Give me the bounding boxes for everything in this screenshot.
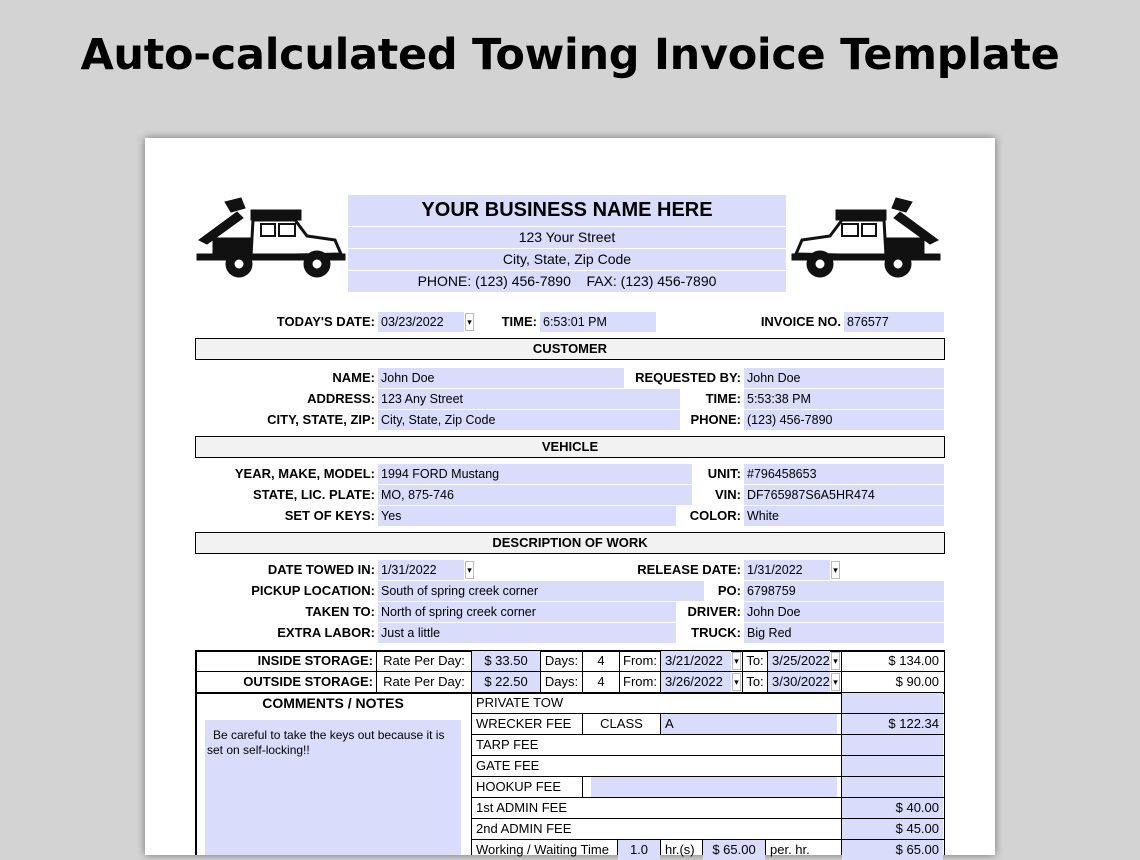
wrecker-fee-amount[interactable]: $ 122.34 (842, 714, 943, 734)
vehicle-color-label: COLOR: (689, 508, 741, 523)
inside-from-label: From: (623, 653, 657, 668)
outside-days-label: Days: (544, 674, 579, 689)
requested-by-field[interactable]: John Doe (744, 368, 944, 388)
vehicle-keys-label: SET OF KEYS: (284, 508, 375, 523)
vehicle-ymm-label: YEAR, MAKE, MODEL: (234, 466, 375, 481)
hookup-fee-amount[interactable] (842, 777, 943, 797)
inside-storage-label: INSIDE STORAGE: (257, 653, 373, 668)
working-hours-field[interactable]: 1.0 (618, 840, 660, 860)
outside-from-label: From: (623, 674, 657, 689)
outside-days-field[interactable]: 4 (597, 674, 605, 689)
business-street[interactable]: 123 Your Street (348, 227, 786, 249)
admin1-fee-label: 1st ADMIN FEE (476, 800, 568, 815)
page-heading: Auto-calculated Towing Invoice Template (80, 30, 1060, 80)
admin2-fee-amount[interactable]: $ 45.00 (842, 819, 943, 839)
admin2-fee-label: 2nd ADMIN FEE (476, 821, 572, 836)
release-date-field[interactable]: 1/31/2022 (744, 560, 830, 580)
dropdown-arrow-icon[interactable]: ▾ (732, 673, 741, 691)
taken-to-field[interactable]: North of spring creek corner (378, 602, 676, 622)
charges-table (195, 650, 945, 855)
inside-days-label: Days: (544, 653, 579, 668)
outside-to-field[interactable]: 3/30/2022 (768, 672, 830, 692)
customer-address-label: ADDRESS: (307, 391, 375, 406)
truck-label: TRUCK: (691, 625, 741, 640)
inside-rate-field[interactable]: $ 33.50 (472, 651, 540, 671)
per-hour-label: per. hr. (770, 842, 810, 857)
header-time-label: TIME: (501, 314, 537, 329)
business-name[interactable]: YOUR BUSINESS NAME HERE (348, 195, 786, 227)
tow-truck-icon (195, 196, 347, 282)
vehicle-unit-label: UNIT: (707, 466, 741, 481)
extra-labor-label: EXTRA LABOR: (277, 625, 375, 640)
invoice-number-field[interactable]: 876577 (844, 312, 944, 332)
outside-rate-label: Rate Per Day: (383, 674, 465, 689)
comments-title: COMMENTS / NOTES (262, 695, 404, 711)
private-tow-label: PRIVATE TOW (476, 695, 564, 710)
pickup-location-field[interactable]: South of spring creek corner (378, 581, 704, 601)
class-label: CLASS (600, 716, 643, 731)
customer-csz-label: CITY, STATE, ZIP: (267, 412, 375, 427)
dropdown-arrow-icon[interactable]: ▾ (831, 561, 840, 579)
admin1-fee-amount[interactable]: $ 40.00 (842, 798, 943, 818)
private-tow-amount[interactable] (842, 693, 943, 713)
hookup-fee-detail-field[interactable] (591, 777, 837, 797)
customer-phone-field[interactable]: (123) 456-7890 (744, 410, 944, 430)
customer-phone-label: PHONE: (690, 412, 741, 427)
business-city[interactable]: City, State, Zip Code (348, 249, 786, 271)
release-date-label: RELEASE DATE: (637, 562, 741, 577)
outside-storage-label: OUTSIDE STORAGE: (243, 674, 373, 689)
vehicle-unit-field[interactable]: #796458653 (744, 464, 944, 484)
po-label: PO: (717, 583, 741, 598)
work-section-header: DESCRIPTION OF WORK (195, 532, 945, 554)
dropdown-arrow-icon[interactable]: ▾ (831, 652, 840, 670)
inside-rate-label: Rate Per Day: (383, 653, 465, 668)
vehicle-vin-label: VIN: (715, 487, 741, 502)
vehicle-plate-field[interactable]: MO, 875-746 (378, 485, 692, 505)
outside-to-label: To: (746, 674, 764, 689)
tarp-fee-amount[interactable] (842, 735, 943, 755)
outside-total: $ 90.00 (895, 674, 939, 689)
class-field[interactable]: A (661, 714, 837, 734)
vehicle-vin-field[interactable]: DF765987S6A5HR474 (744, 485, 944, 505)
customer-address-field[interactable]: 123 Any Street (378, 389, 680, 409)
driver-field[interactable]: John Doe (744, 602, 944, 622)
dropdown-arrow-icon[interactable]: ▾ (465, 313, 474, 331)
vehicle-color-field[interactable]: White (744, 506, 944, 526)
customer-section-header: CUSTOMER (195, 338, 945, 360)
dropdown-arrow-icon[interactable]: ▾ (831, 673, 840, 691)
customer-name-field[interactable]: John Doe (378, 368, 624, 388)
outside-rate-field[interactable]: $ 22.50 (472, 672, 540, 692)
dropdown-arrow-icon[interactable]: ▾ (732, 652, 741, 670)
vehicle-section-header: VEHICLE (195, 436, 945, 458)
requested-by-label: REQUESTED BY: (635, 370, 741, 385)
hourly-rate-field[interactable]: $ 65.00 (703, 840, 765, 860)
pickup-location-label: PICKUP LOCATION: (251, 583, 375, 598)
inside-to-label: To: (746, 653, 764, 668)
vehicle-keys-field[interactable]: Yes (378, 506, 676, 526)
po-field[interactable]: 6798759 (744, 581, 944, 601)
working-time-amount[interactable]: $ 65.00 (842, 840, 943, 860)
gate-fee-label: GATE FEE (476, 758, 540, 773)
vehicle-ymm-field[interactable]: 1994 FORD Mustang (378, 464, 692, 484)
todays-date-field[interactable]: 03/23/2022 (378, 312, 464, 332)
taken-to-label: TAKEN TO: (305, 604, 375, 619)
inside-to-field[interactable]: 3/25/2022 (768, 651, 830, 671)
inside-total: $ 134.00 (888, 653, 939, 668)
tarp-fee-label: TARP FEE (476, 737, 539, 752)
gate-fee-amount[interactable] (842, 756, 943, 776)
outside-from-field[interactable]: 3/26/2022 (661, 672, 731, 692)
driver-label: DRIVER: (687, 604, 741, 619)
hours-unit-label: hr.(s) (665, 842, 695, 857)
business-info (348, 195, 786, 293)
customer-time-field[interactable]: 5:53:38 PM (744, 389, 944, 409)
todays-date-label: TODAY'S DATE: (276, 314, 375, 329)
header-time-field[interactable]: 6:53:01 PM (540, 312, 656, 332)
date-towed-label: DATE TOWED IN: (267, 562, 375, 577)
working-time-label: Working / Waiting Time (476, 842, 609, 857)
vehicle-plate-label: STATE, LIC. PLATE: (252, 487, 375, 502)
comments-textarea[interactable]: Be careful to take the keys out because it is set on self-locking!! (205, 720, 461, 855)
extra-labor-field[interactable]: Just a little (378, 623, 676, 643)
customer-time-label: TIME: (705, 391, 741, 406)
invoice-sheet (145, 138, 995, 855)
business-phone-fax[interactable]: PHONE: (123) 456-7890 FAX: (123) 456-7890 (348, 271, 786, 293)
tow-truck-icon (790, 196, 942, 282)
dropdown-arrow-icon[interactable]: ▾ (465, 561, 474, 579)
hookup-fee-label: HOOKUP FEE (476, 779, 562, 794)
inside-days-field[interactable]: 4 (597, 653, 605, 668)
invoice-number-label: INVOICE NO. (760, 314, 841, 329)
customer-csz-field[interactable]: City, State, Zip Code (378, 410, 680, 430)
truck-field[interactable]: Big Red (744, 623, 944, 643)
inside-from-field[interactable]: 3/21/2022 (661, 651, 731, 671)
wrecker-fee-label: WRECKER FEE (476, 716, 572, 731)
date-towed-field[interactable]: 1/31/2022 (378, 560, 464, 580)
customer-name-label: NAME: (332, 370, 375, 385)
